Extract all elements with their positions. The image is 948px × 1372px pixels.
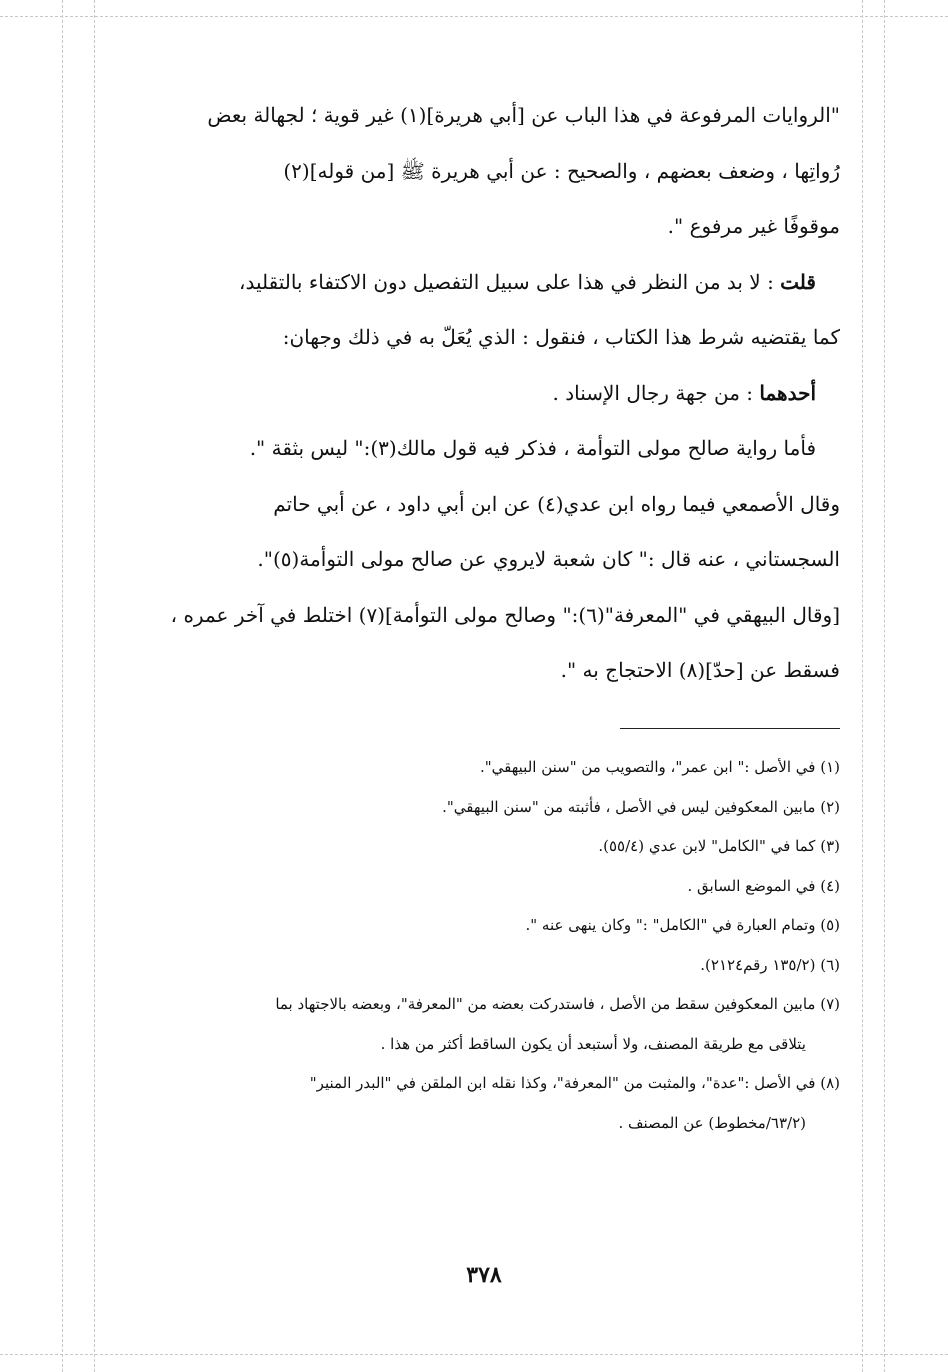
text-line: وقال الأصمعي فيما رواه ابن عدي(٤) عن ابن أبي داود ، عن أبي حاتم bbox=[273, 491, 840, 516]
page-number: ٣٧٨ bbox=[466, 1262, 502, 1288]
scan-guide-line bbox=[862, 0, 863, 1372]
footnotes bbox=[120, 748, 840, 1143]
footnote: (٨) في الأصل :"عدة"، والمثبت من "المعرفة"، وكذا نقله ابن الملقن في "البدر المنير" bbox=[309, 1074, 840, 1092]
scan-guide-line bbox=[62, 0, 63, 1372]
scan-guide-line bbox=[884, 0, 885, 1372]
text-line: رُواتِها ، وضعف بعضهم ، والصحيح : عن أبي هريرة ﷺ [من قوله](٢) bbox=[283, 158, 840, 183]
footnote-continuation: (٦٣/٢/مخطوط) عن المصنف . bbox=[618, 1113, 806, 1132]
scan-guide-line bbox=[0, 1354, 948, 1355]
text-line: فأما رواية صالح مولى التوأمة ، فذكر فيه قول مالك(٣):" ليس بثقة ". bbox=[249, 436, 816, 460]
footnote-continuation: يتلاقى مع طريقة المصنف، ولا أستبعد أن يكون الساقط أكثر من هذا . bbox=[380, 1034, 806, 1053]
scan-guide-line bbox=[0, 16, 948, 17]
footnote-divider bbox=[620, 728, 840, 729]
text-line: كما يقتضيه شرط هذا الكتاب ، فنقول : الذي يُعَلّ به في ذلك وجهان: bbox=[282, 325, 840, 349]
text-line: السجستاني ، عنه قال :" كان شعبة لايروي عن صالح مولى التوأمة(٥)". bbox=[257, 547, 840, 571]
text-line: فسقط عن [حدّ](٨) الاحتجاج به ". bbox=[560, 658, 840, 682]
text-line: [وقال البيهقي في "المعرفة"(٦):" وصالح مولى التوأمة](٧) اختلط في آخر عمره ، bbox=[170, 602, 840, 627]
lead-word: قلت bbox=[780, 269, 816, 294]
footnote: (١) في الأصل :" ابن عمر"، والتصويب من "سنن البيهقي". bbox=[479, 758, 840, 776]
scan-guide-line bbox=[94, 0, 95, 1372]
footnote: (٥) وتمام العبارة في "الكامل" :" وكان ينهى عنه ". bbox=[525, 916, 840, 934]
text-line: أحدهما : من جهة رجال الإسناد . bbox=[552, 380, 816, 405]
lead-word: أحدهما bbox=[759, 380, 816, 405]
text-line: موقوفًا غير مرفوع ". bbox=[667, 214, 840, 238]
footnote: (٢) مابين المعكوفين ليس في الأصل ، فأثبته من "سنن البيهقي". bbox=[442, 797, 840, 816]
footnote: (٣) كما في "الكامل" لابن عدي (٥٥/٤). bbox=[598, 837, 840, 855]
main-text bbox=[120, 88, 840, 699]
footnote: (٦) (١٣٥/٢ رقم٢١٢٤). bbox=[700, 955, 840, 974]
footnote: (٤) في الموضع السابق . bbox=[687, 876, 840, 895]
text-line: "الروايات المرفوعة في هذا الباب عن [أبي هريرة](١) غير قوية ؛ لجهالة بعض bbox=[207, 103, 840, 127]
footnote: (٧) مابين المعكوفين سقط من الأصل ، فاستدركت بعضه من "المعرفة"، وبعضه بالاجتهاد بما bbox=[275, 995, 840, 1013]
text-line: قلت : لا بد من النظر في هذا على سبيل التفصيل دون الاكتفاء بالتقليد، bbox=[238, 269, 816, 294]
